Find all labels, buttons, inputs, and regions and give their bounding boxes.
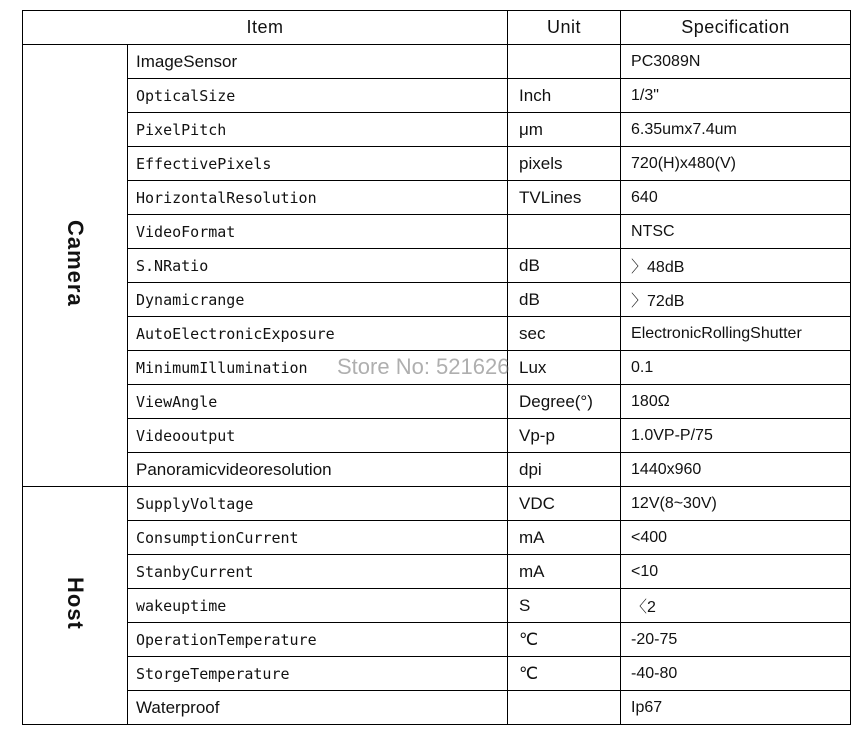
spec-row xyxy=(23,453,851,487)
unit-cell: S xyxy=(508,589,621,623)
spec-row xyxy=(23,521,851,555)
spec-row xyxy=(23,419,851,453)
spec-row xyxy=(23,215,851,249)
item-name-cell: OperationTemperature xyxy=(128,623,508,657)
item-name-cell: ConsumptionCurrent xyxy=(128,521,508,555)
group-cell-1 xyxy=(23,487,128,725)
unit-column-header: Unit xyxy=(508,11,621,45)
specification-value-cell: 1.0VP-P/75 xyxy=(621,419,851,453)
spec-row xyxy=(23,589,851,623)
spec-row xyxy=(23,79,851,113)
item-name-cell: MinimumIllumination xyxy=(128,351,508,385)
specification-value-cell: 0.1 xyxy=(621,351,851,385)
item-name-cell: OpticalSize xyxy=(128,79,508,113)
unit-cell xyxy=(508,691,621,725)
specification-value-cell: 1/3" xyxy=(621,79,851,113)
unit-cell: VDC xyxy=(508,487,621,521)
specification-table xyxy=(22,10,851,725)
specification-value-cell: <400 xyxy=(621,521,851,555)
group-label: Camera xyxy=(63,219,88,307)
unit-cell: Inch xyxy=(508,79,621,113)
spec-row xyxy=(23,657,851,691)
spec-row xyxy=(23,385,851,419)
specification-value-cell: 〈2 xyxy=(621,589,851,623)
spec-row xyxy=(23,317,851,351)
header-row xyxy=(23,11,851,45)
unit-cell: dB xyxy=(508,283,621,317)
specification-value-cell: PC3089N xyxy=(621,45,851,79)
specification-value-cell: <10 xyxy=(621,555,851,589)
unit-cell: pixels xyxy=(508,147,621,181)
specification-value-cell: 6.35umx7.4um xyxy=(621,113,851,147)
table-body xyxy=(23,45,851,725)
specification-value-cell: -40-80 xyxy=(621,657,851,691)
spec-row xyxy=(23,45,851,79)
spec-row xyxy=(23,113,851,147)
specification-value-cell: 12V(8~30V) xyxy=(621,487,851,521)
specification-value-cell: 〉72dB xyxy=(621,283,851,317)
unit-cell: dpi xyxy=(508,453,621,487)
specification-value-cell: 720(H)x480(V) xyxy=(621,147,851,181)
item-name-cell: SupplyVoltage xyxy=(128,487,508,521)
spec-row xyxy=(23,351,851,385)
item-name-cell: ViewAngle xyxy=(128,385,508,419)
spec-row xyxy=(23,181,851,215)
specification-column-header: Specification xyxy=(621,11,851,45)
spec-row xyxy=(23,147,851,181)
item-name-cell: AutoElectronicExposure xyxy=(128,317,508,351)
item-column-header: Item xyxy=(23,11,508,45)
item-name-cell: Panoramicvideoresolution xyxy=(128,453,508,487)
spec-row xyxy=(23,283,851,317)
unit-cell: Vp-p xyxy=(508,419,621,453)
item-name-cell: Waterproof xyxy=(128,691,508,725)
specification-value-cell: 640 xyxy=(621,181,851,215)
unit-cell xyxy=(508,45,621,79)
group-label: Host xyxy=(63,576,88,630)
item-name-cell: PixelPitch xyxy=(128,113,508,147)
item-name-cell: StorgeTemperature xyxy=(128,657,508,691)
unit-cell: dB xyxy=(508,249,621,283)
unit-cell: Lux xyxy=(508,351,621,385)
spec-row xyxy=(23,249,851,283)
unit-cell: sec xyxy=(508,317,621,351)
unit-cell: TVLines xyxy=(508,181,621,215)
item-name-cell: ImageSensor xyxy=(128,45,508,79)
unit-cell: μm xyxy=(508,113,621,147)
unit-cell: mA xyxy=(508,555,621,589)
specification-value-cell: ElectronicRollingShutter xyxy=(621,317,851,351)
spec-row xyxy=(23,555,851,589)
unit-cell xyxy=(508,215,621,249)
store-watermark: Store No: 521626 xyxy=(337,354,510,379)
item-name-cell: S.NRatio xyxy=(128,249,508,283)
table-header xyxy=(23,11,851,45)
specification-value-cell: 1440x960 xyxy=(621,453,851,487)
unit-cell: ℃ xyxy=(508,657,621,691)
item-name-cell: StanbyCurrent xyxy=(128,555,508,589)
spec-row xyxy=(23,623,851,657)
specification-value-cell: NTSC xyxy=(621,215,851,249)
specification-value-cell: Ip67 xyxy=(621,691,851,725)
group-cell-0 xyxy=(23,45,128,487)
item-name-cell: Videooutput xyxy=(128,419,508,453)
item-name-cell: HorizontalResolution xyxy=(128,181,508,215)
item-name-cell: VideoFormat xyxy=(128,215,508,249)
specification-value-cell: 〉48dB xyxy=(621,249,851,283)
spec-row xyxy=(23,691,851,725)
unit-cell: Degree(°) xyxy=(508,385,621,419)
spec-row xyxy=(23,487,851,521)
unit-cell: ℃ xyxy=(508,623,621,657)
specification-value-cell: -20-75 xyxy=(621,623,851,657)
specification-value-cell: 180Ω xyxy=(621,385,851,419)
item-name-cell: EffectivePixels xyxy=(128,147,508,181)
item-name-cell: Dynamicrange xyxy=(128,283,508,317)
unit-cell: mA xyxy=(508,521,621,555)
item-name-cell: wakeuptime xyxy=(128,589,508,623)
